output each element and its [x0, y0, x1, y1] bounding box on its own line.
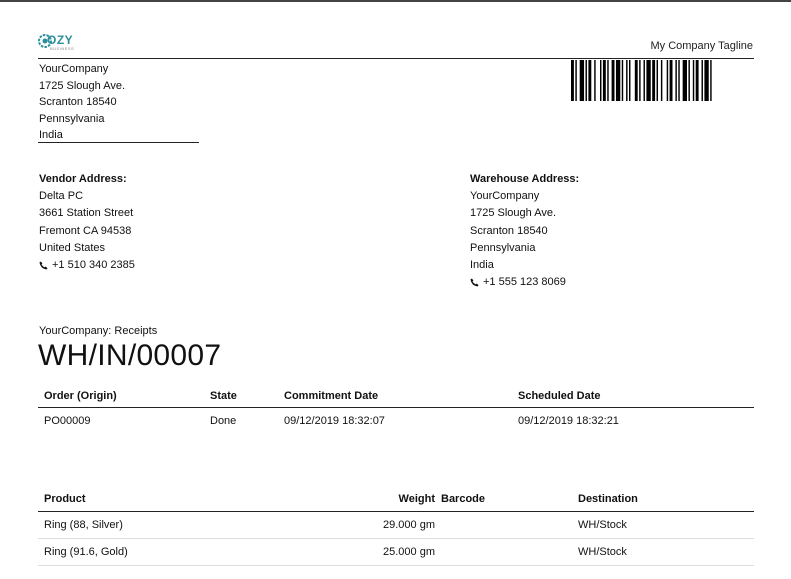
barcode-icon: [571, 60, 755, 101]
product-name-cell: Ring (91.6, Gold): [38, 539, 318, 566]
warehouse-line: 1725 Slough Ave.: [470, 207, 557, 220]
logo-text: OZY: [47, 33, 74, 47]
product-destination-cell: WH/Stock: [578, 539, 754, 566]
product-col-header: Product: [38, 487, 318, 512]
order-scheduled-cell: 09/12/2019 18:32:21: [518, 415, 619, 427]
product-col-header: Weight: [318, 487, 435, 512]
vendor-address: [39, 171, 135, 274]
product-table: [38, 487, 754, 566]
order-col-header: Order (Origin): [38, 385, 210, 408]
warehouse-phone: +1 555 123 8069: [483, 276, 566, 289]
warehouse-line: YourCompany: [470, 190, 540, 203]
table-row: [38, 512, 754, 539]
product-header-row: [38, 487, 754, 512]
vendor-line: Fremont CA 94538: [39, 224, 132, 237]
order-commitment-cell: 09/12/2019 18:32:07: [284, 415, 385, 427]
vendor-heading: Vendor Address:: [39, 173, 127, 185]
order-table: [38, 385, 754, 434]
phone-icon: [470, 278, 479, 287]
company-line: Scranton 18540: [39, 96, 117, 109]
company-address: [39, 61, 125, 144]
company-divider: [38, 142, 199, 143]
product-col-header: Destination: [578, 487, 754, 512]
product-weight-cell: 29.000 gm: [318, 512, 435, 539]
company-tagline: My Company Tagline: [650, 40, 753, 52]
vendor-phone-row: [39, 257, 135, 274]
order-col-header: State: [210, 385, 284, 408]
company-line: YourCompany: [39, 63, 109, 75]
receipt-subtitle: YourCompany: Receipts: [39, 325, 158, 337]
warehouse-heading: Warehouse Address:: [470, 173, 580, 185]
header-divider: [38, 58, 754, 59]
product-barcode-cell: [435, 512, 578, 539]
order-state-cell: Done: [210, 415, 237, 427]
company-line: India: [39, 129, 63, 142]
warehouse-address: [470, 171, 579, 291]
product-col-header: Barcode: [435, 487, 578, 512]
order-header-row: [38, 385, 754, 408]
table-row: [38, 539, 754, 566]
vendor-line: 3661 Station Street: [39, 207, 134, 220]
warehouse-line: India: [470, 259, 494, 272]
product-destination-cell: WH/Stock: [578, 512, 754, 539]
company-line: Pennsylvania: [39, 112, 105, 125]
phone-icon: [39, 261, 48, 270]
vendor-line: United States: [39, 241, 106, 254]
vendor-line: Delta PC: [39, 190, 84, 203]
vendor-phone: +1 510 340 2385: [52, 259, 135, 272]
product-weight-cell: 25.000 gm: [318, 539, 435, 566]
order-origin-cell: PO00009: [44, 415, 91, 427]
product-barcode-cell: [435, 539, 578, 566]
product-name-cell: Ring (88, Silver): [38, 512, 318, 539]
table-row: [38, 408, 754, 435]
order-col-header: Commitment Date: [284, 385, 518, 408]
warehouse-phone-row: [470, 274, 579, 291]
logo-subtext: BUSINESS: [50, 46, 75, 51]
warehouse-line: Pennsylvania: [470, 241, 536, 254]
company-line: 1725 Slough Ave.: [39, 79, 126, 92]
top-border: [0, 0, 791, 2]
warehouse-line: Scranton 18540: [470, 224, 548, 237]
receipt-title: WH/IN/00007: [38, 339, 222, 372]
order-col-header: Scheduled Date: [518, 385, 754, 408]
